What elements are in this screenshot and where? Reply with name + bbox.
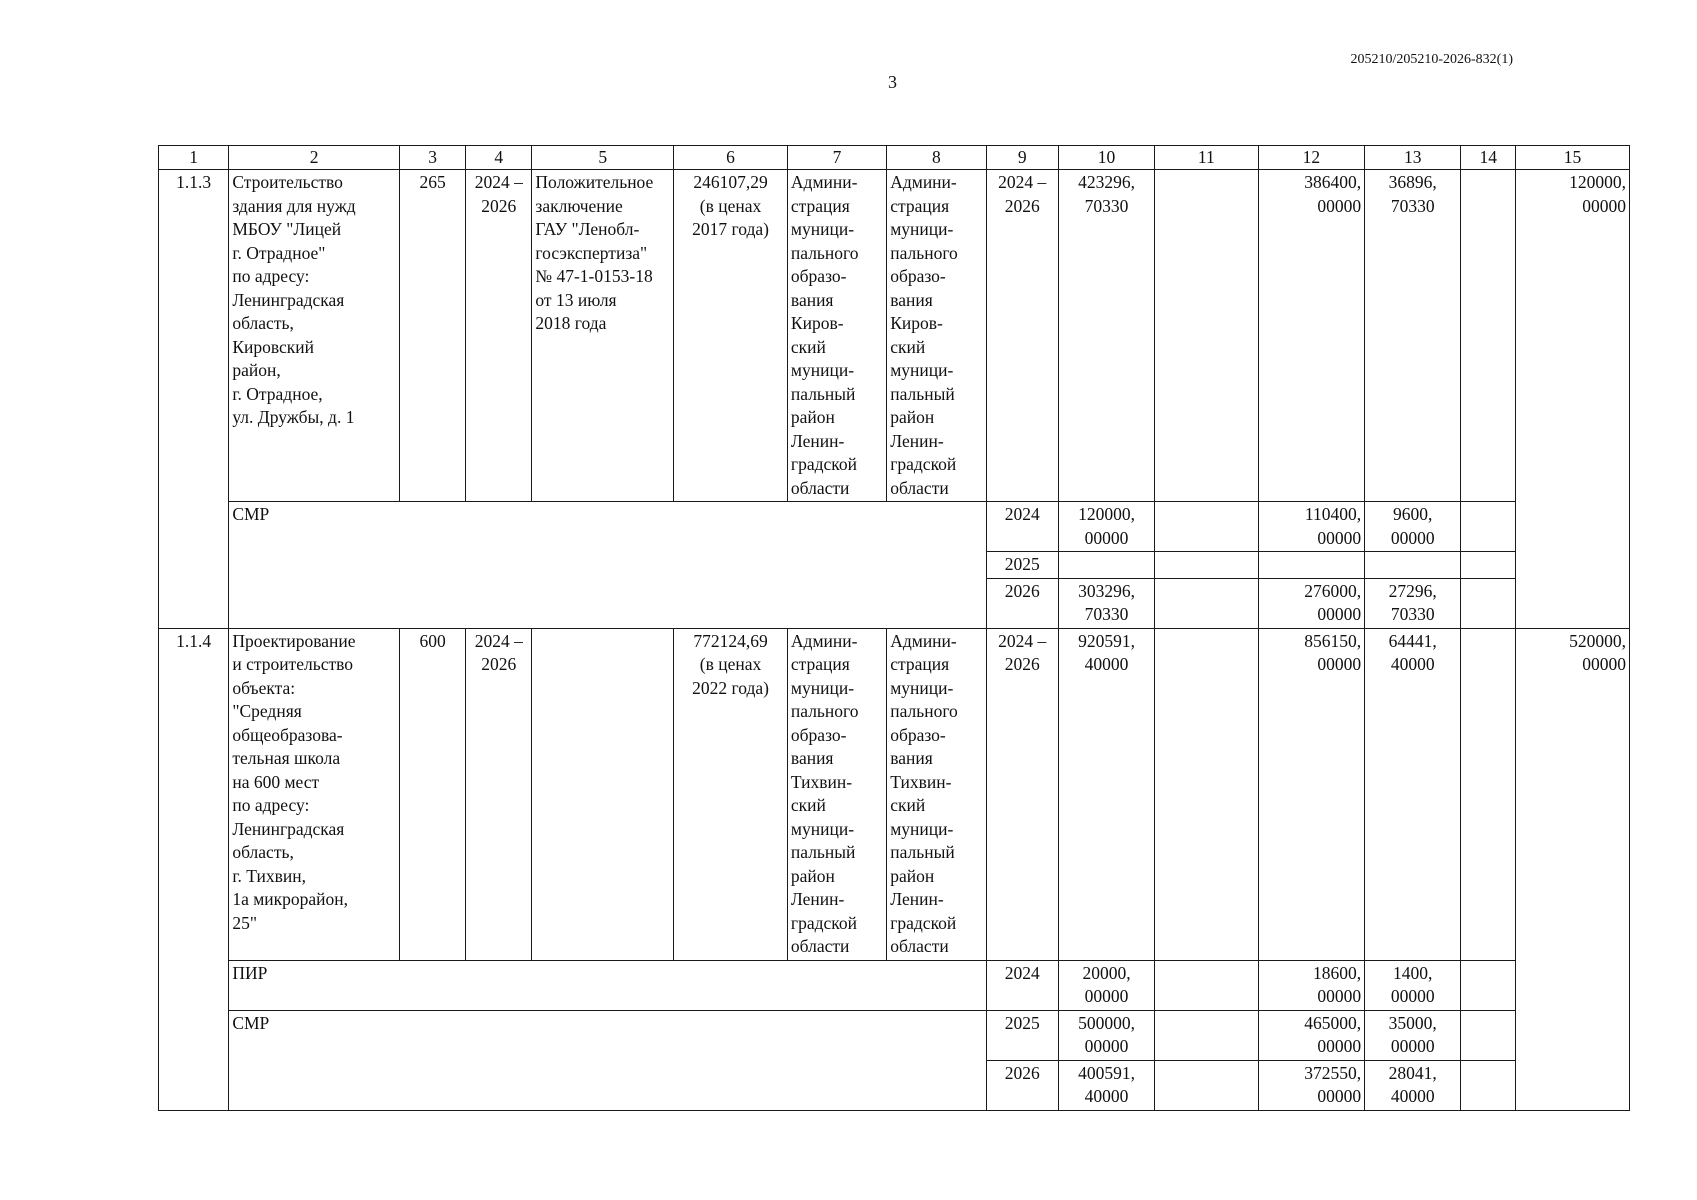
cell-line: 276000, (1304, 580, 1362, 601)
stage-regional (1258, 960, 1365, 1010)
cell-line: страция (890, 654, 950, 674)
cell-line: области (890, 477, 949, 498)
row-number: 1.1.3 (159, 170, 229, 629)
cell-line: 120000, (1078, 504, 1135, 524)
cell-line: 70330 (1390, 604, 1435, 624)
cell-line: Админи- (890, 172, 957, 192)
regional-funding (1258, 628, 1365, 960)
object-name (229, 170, 400, 502)
cell-line: заключение (535, 195, 623, 216)
cell-line: пального (790, 242, 859, 263)
local-funding (1365, 628, 1461, 960)
cell-line: 64441, (1388, 630, 1437, 651)
cell-line: Админи- (790, 630, 858, 651)
cell-line: (в ценах (699, 654, 762, 674)
cell-line: МБОУ "Лицей (232, 219, 342, 239)
cell-line: градской (790, 454, 858, 474)
cell-line: 372550, (1304, 1062, 1362, 1083)
col-header-4: 4 (466, 146, 532, 170)
cell-line: 70330 (1084, 195, 1129, 216)
construction-period (466, 170, 532, 502)
cell-line: ГАУ "Ленобл- (535, 219, 640, 239)
stage-total (1058, 552, 1154, 579)
cell-line: 00000 (1390, 527, 1435, 548)
cell-line: 40000 (1390, 1086, 1435, 1106)
stage-federal (1155, 1060, 1258, 1110)
other-funding (1461, 170, 1516, 502)
cell-line: 00000 (1317, 1086, 1362, 1106)
cell-line: 25" (232, 912, 257, 933)
col-header-8: 8 (887, 146, 986, 170)
stage-year: 2024 (986, 502, 1058, 552)
cell-line: район (890, 865, 935, 886)
cell-line: госэкспертиза" (535, 242, 648, 263)
stage-regional (1258, 1010, 1365, 1060)
cell-line: Кировский (232, 336, 315, 357)
cell-line: области (790, 936, 850, 956)
cell-line: муници- (790, 360, 855, 380)
cell-line: район (890, 407, 935, 427)
cell-line: 40000 (1084, 1086, 1129, 1106)
other-funding (1461, 628, 1516, 960)
cell-line: муници- (890, 219, 954, 239)
stage-regional (1258, 1060, 1365, 1110)
cell-line: г. Отрадное, (232, 383, 323, 404)
cell-line: Киров- (790, 313, 844, 333)
cell-line: 2024 – (998, 172, 1047, 192)
expert-conclusion (532, 628, 674, 960)
cell-line: г. Отрадное" (232, 242, 326, 263)
cell-line: Строительство (232, 172, 343, 192)
document-code: 205210/205210-2026-832(1) (1350, 52, 1513, 67)
cell-line: Тихвин- (790, 771, 853, 792)
cell-line: 00000 (1317, 195, 1362, 216)
cell-line: 27296, (1388, 580, 1437, 601)
cell-line: пальный (790, 383, 856, 404)
stage-regional (1258, 502, 1365, 552)
cell-line: "Средняя (232, 701, 302, 721)
cell-line: общеобразова- (232, 724, 343, 745)
cell-line: градской (890, 454, 957, 474)
cell-line: район, (232, 360, 281, 380)
funding-period (986, 170, 1058, 502)
cell-line: 400591, (1078, 1062, 1135, 1083)
cell-line: муници- (790, 219, 855, 239)
cell-line: 110400, (1304, 504, 1362, 524)
budget-table (158, 145, 1630, 1111)
cell-line: 00000 (1084, 527, 1129, 548)
stage-regional (1258, 578, 1365, 628)
cell-line: страция (890, 195, 950, 216)
cell-line: 856150, (1304, 630, 1362, 651)
cell-line: 465000, (1304, 1012, 1362, 1033)
developer (887, 170, 986, 502)
estimated-cost (674, 628, 788, 960)
stage-total (1058, 960, 1154, 1010)
col-header-7: 7 (787, 146, 886, 170)
stage-regional (1258, 552, 1365, 579)
stage-federal (1155, 1010, 1258, 1060)
cell-line: Проектирование (232, 630, 356, 651)
object-name (229, 628, 400, 960)
cell-line: 2024 – (474, 630, 523, 651)
customer (787, 628, 886, 960)
cell-line: муници- (890, 818, 954, 839)
cell-line: 500000, (1078, 1012, 1135, 1033)
cell-line: 920591, (1078, 630, 1135, 651)
cell-line: Ленин- (790, 889, 845, 909)
cell-line: 00000 (1582, 654, 1626, 674)
cell-line: 2024 – (474, 172, 523, 192)
cell-line: 520000, (1569, 630, 1626, 651)
cell-line: 00000 (1317, 527, 1362, 548)
cell-line: пальный (890, 383, 955, 404)
cell-line: 00000 (1084, 1036, 1129, 1056)
stage-other (1461, 502, 1516, 552)
cell-line: образо- (790, 266, 847, 286)
cell-line: муници- (790, 677, 855, 698)
cell-line: район (790, 407, 835, 427)
cell-line: страция (790, 195, 850, 216)
cell-line: пальный (790, 842, 856, 862)
cell-line: 18600, (1312, 962, 1362, 983)
cell-line: 70330 (1084, 604, 1129, 624)
cell-line: образо- (890, 266, 946, 286)
col-header-1: 1 (159, 146, 229, 170)
cell-line: вания (790, 289, 834, 310)
cell-line: Ленин- (890, 889, 944, 909)
cell-line: ул. Дружбы, д. 1 (232, 407, 355, 427)
cell-line: 00000 (1317, 604, 1362, 624)
col-header-12: 12 (1258, 146, 1365, 170)
cell-line: 00000 (1317, 654, 1362, 674)
stage-total (1058, 1010, 1154, 1060)
column-number-row (159, 146, 1630, 170)
cell-line: здания для нужд (232, 195, 356, 216)
cell-line: градской (890, 912, 957, 933)
row-number: 1.1.4 (159, 628, 229, 1110)
cell-line: 386400, (1304, 172, 1362, 192)
smr-row-2025 (159, 1010, 1630, 1060)
cell-line: 35000, (1388, 1012, 1437, 1033)
cell-line: 00000 (1390, 1036, 1435, 1056)
stage-label-pir: ПИР (229, 960, 986, 1010)
developer (887, 628, 986, 960)
cell-line: (в ценах (699, 195, 762, 216)
cell-line: 1400, (1393, 962, 1433, 983)
cell-line: страция (790, 654, 850, 674)
cell-line: и строительство (232, 654, 353, 674)
page-number: 3 (888, 72, 897, 92)
cell-line: от 13 июля (535, 289, 617, 310)
estimated-cost (674, 170, 788, 502)
stage-local (1365, 960, 1461, 1010)
cell-line: тельная школа (232, 748, 341, 768)
stage-total (1058, 1060, 1154, 1110)
cell-line: 2018 года (535, 313, 607, 333)
cell-line: вания (890, 748, 933, 768)
cell-line: по адресу: (232, 795, 310, 815)
cell-line: области (890, 936, 949, 956)
cell-line: Админи- (790, 172, 858, 192)
cell-line: 2017 года) (692, 219, 769, 239)
cell-line: 70330 (1390, 195, 1435, 216)
cell-line: область, (232, 313, 294, 333)
cell-line: ский (890, 795, 926, 815)
col-header-10: 10 (1058, 146, 1154, 170)
cell-line: муници- (890, 677, 954, 698)
stage-total (1058, 502, 1154, 552)
col-header-15: 15 (1516, 146, 1630, 170)
cell-line: области (790, 477, 850, 498)
cell-line: 00000 (1390, 986, 1435, 1006)
cell-line: вания (890, 289, 933, 310)
stage-total (1058, 578, 1154, 628)
col-header-6: 6 (674, 146, 788, 170)
cell-line: по адресу: (232, 266, 310, 286)
stage-other (1461, 1060, 1516, 1110)
stage-year: 2024 (986, 960, 1058, 1010)
cell-line: 00000 (1582, 195, 1626, 216)
cell-line: 2026 (1004, 654, 1040, 674)
cell-line: 28041, (1388, 1062, 1437, 1083)
col-header-11: 11 (1155, 146, 1258, 170)
cell-line: 2026 (1004, 195, 1040, 216)
expert-conclusion (532, 170, 674, 502)
cell-line: 40000 (1390, 654, 1435, 674)
cell-line: муници- (790, 818, 855, 839)
smr-row-2024 (159, 502, 1630, 552)
cell-line: 303296, (1078, 580, 1135, 601)
stage-local (1365, 502, 1461, 552)
stage-other (1461, 552, 1516, 579)
stage-local (1365, 578, 1461, 628)
stage-other (1461, 960, 1516, 1010)
remaining-amount (1516, 170, 1630, 629)
cell-line: ский (890, 336, 926, 357)
table-row-1-1-4 (159, 628, 1630, 960)
stage-year: 2026 (986, 578, 1058, 628)
total-funding (1058, 628, 1154, 960)
cell-line: 120000, (1569, 172, 1626, 192)
cell-line: 9600, (1393, 504, 1433, 524)
stage-federal (1155, 578, 1258, 628)
funding-period (986, 628, 1058, 960)
stage-year: 2025 (986, 552, 1058, 579)
cell-line: пального (890, 242, 958, 263)
cell-line: 40000 (1084, 654, 1129, 674)
stage-label-smr: СМР (229, 502, 986, 629)
stage-label-smr: СМР (229, 1010, 986, 1110)
col-header-5: 5 (532, 146, 674, 170)
stage-local (1365, 552, 1461, 579)
cell-line: район (790, 865, 835, 886)
cell-line: пального (790, 701, 859, 721)
cell-line: на 600 мест (232, 771, 320, 792)
cell-line: ский (790, 795, 826, 815)
stage-local (1365, 1060, 1461, 1110)
capacity: 600 (400, 628, 466, 960)
table-row-1-1-3 (159, 170, 1630, 502)
federal-funding (1155, 628, 1258, 960)
stage-year: 2025 (986, 1010, 1058, 1060)
cell-line: 2024 – (998, 630, 1047, 651)
local-funding (1365, 170, 1461, 502)
cell-line: Тихвин- (890, 771, 952, 792)
col-header-9: 9 (986, 146, 1058, 170)
cell-line: Ленинградская (232, 818, 345, 839)
total-funding (1058, 170, 1154, 502)
capacity: 265 (400, 170, 466, 502)
cell-line: образо- (790, 724, 847, 745)
stage-year: 2026 (986, 1060, 1058, 1110)
cell-line: 2022 года) (692, 677, 769, 698)
stage-other (1461, 1010, 1516, 1060)
cell-line: 246107,29 (693, 172, 768, 192)
cell-line: Положительное (535, 172, 654, 192)
cell-line: Админи- (890, 630, 957, 651)
regional-funding (1258, 170, 1365, 502)
cell-line: 2026 (481, 654, 517, 674)
cell-line: 00000 (1317, 986, 1362, 1006)
remaining-amount (1516, 628, 1630, 1110)
cell-line: 00000 (1084, 986, 1129, 1006)
federal-funding (1155, 170, 1258, 502)
pir-row-2024 (159, 960, 1630, 1010)
cell-line: вания (790, 748, 834, 768)
cell-line: Ленин- (790, 430, 845, 451)
col-header-13: 13 (1365, 146, 1461, 170)
cell-line: муници- (890, 360, 954, 380)
cell-line: пального (890, 701, 958, 721)
cell-line: Киров- (890, 313, 943, 333)
stage-local (1365, 1010, 1461, 1060)
cell-line: 20000, (1082, 962, 1131, 983)
customer (787, 170, 886, 502)
cell-line: 2026 (481, 195, 517, 216)
cell-line: область, (232, 842, 294, 862)
cell-line: 772124,69 (693, 630, 768, 651)
cell-line: № 47-1-0153-18 (535, 266, 653, 286)
col-header-3: 3 (400, 146, 466, 170)
cell-line: 423296, (1078, 172, 1135, 192)
col-header-14: 14 (1461, 146, 1516, 170)
cell-line: 1а микрорайон, (232, 889, 349, 909)
stage-federal (1155, 960, 1258, 1010)
cell-line: 36896, (1388, 172, 1437, 192)
stage-federal (1155, 502, 1258, 552)
cell-line: 00000 (1317, 1036, 1362, 1056)
cell-line: образо- (890, 724, 946, 745)
cell-line: Ленинградская (232, 289, 345, 310)
cell-line: пальный (890, 842, 955, 862)
cell-line: ский (790, 336, 826, 357)
cell-line: объекта: (232, 677, 296, 698)
col-header-2: 2 (229, 146, 400, 170)
cell-line: Ленин- (890, 430, 944, 451)
construction-period (466, 628, 532, 960)
stage-other (1461, 578, 1516, 628)
stage-federal (1155, 552, 1258, 579)
cell-line: г. Тихвин, (232, 865, 307, 886)
cell-line: градской (790, 912, 858, 933)
